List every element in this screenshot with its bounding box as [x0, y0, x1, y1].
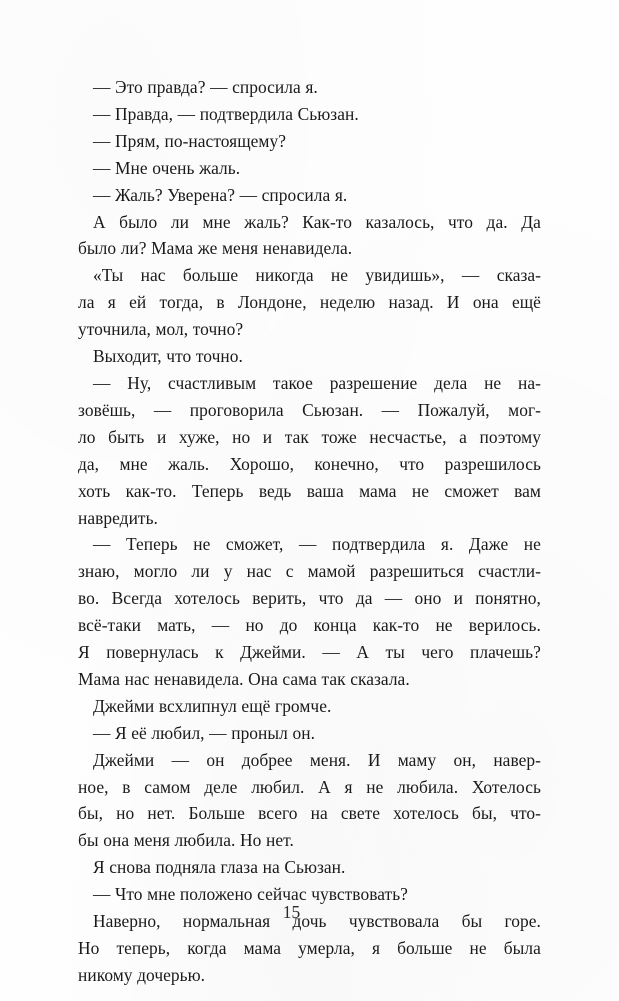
paragraph — [78, 854, 541, 881]
text-line: — Теперь не сможет, — подтвердила я. Даже не — [93, 534, 541, 555]
text-line: Выходит, что точно. — [93, 346, 243, 367]
text-line: всё-таки мать, — но до конца как-то не верилось. — [78, 615, 541, 636]
text-line: — Мне очень жаль. — [93, 157, 241, 178]
text-line: во. Всегда хотелось верить, что да — оно и понятно, — [78, 588, 541, 609]
text-line: да, мне жаль. Хорошо, конечно, что разрешилось — [78, 453, 541, 474]
text-line: ло быть и хуже, но и так тоже несчастье, а поэтому — [78, 426, 541, 447]
text-line: Я снова подняла глаза на Сьюзан. — [93, 857, 346, 878]
paragraph — [78, 343, 541, 370]
page-number: 15 — [282, 902, 301, 922]
text-line: Я повернулась к Джейми. — А ты чего плачешь? — [78, 642, 541, 663]
text-line: — Что мне положено сейчас чувствовать? — [93, 884, 408, 905]
text-line: бы она меня любила. Но нет. — [78, 830, 294, 851]
text-line: Мама нас ненавидела. Она сама так сказала. — [78, 668, 410, 689]
text-line: Но теперь, когда мама умерла, я больше не была — [78, 938, 541, 958]
text-line: — Правда, — подтвердила Сьюзан. — [93, 103, 359, 124]
text-line: ла я ей тогда, в Лондоне, неделю назад. И она ещё — [78, 292, 541, 313]
text-line: ное, в самом деле любил. А я не любила. Хотелось — [78, 776, 541, 797]
dialogue-line — [78, 155, 541, 182]
dialogue-line — [78, 101, 541, 128]
text-line: Наверно, нормальная дочь чувствовала бы горе. — [93, 911, 541, 932]
text-line: никому дочерью. — [78, 964, 206, 985]
text-line: Джейми всхлипнул ещё громче. — [93, 695, 332, 716]
paragraph — [78, 262, 541, 343]
dialogue-line — [78, 128, 541, 155]
text-line: навредить. — [78, 507, 158, 528]
text-line: — Прям, по-настоящему? — [93, 130, 286, 151]
text-line: А было ли мне жаль? Как-то казалось, что да. Да — [93, 211, 541, 232]
text-line: уточнила, мол, точно? — [78, 319, 244, 340]
dialogue-line — [78, 182, 541, 209]
paragraph — [78, 531, 541, 692]
text-line: «Ты нас больше никогда не увидишь», — сказа- — [93, 265, 541, 286]
dialogue-line — [78, 720, 541, 747]
text-line: — Ну, счастливым такое разрешение дела не на- — [93, 372, 541, 393]
text-line: зовёшь, — проговорила Сьюзан. — Пожалуй, мог- — [78, 399, 541, 420]
paragraph — [78, 693, 541, 720]
text-line: было ли? Мама же меня ненавидела. — [78, 238, 353, 259]
paragraph — [78, 209, 541, 263]
text-line: — Жаль? Уверена? — спросила я. — [93, 184, 348, 205]
paragraph — [78, 747, 541, 855]
page-text-body — [78, 74, 541, 989]
text-line: Джейми — он добрее меня. И маму он, навер- — [93, 749, 541, 770]
text-line: бы, но нет. Больше всего на свете хотелось бы, что- — [78, 803, 541, 824]
paragraph — [78, 370, 541, 531]
text-line: — Это правда? — спросила я. — [93, 77, 318, 97]
text-line: — Я её любил, — проныл он. — [93, 722, 315, 743]
text-line: хоть как-то. Теперь ведь ваша мама не сможет вам — [78, 480, 541, 501]
text-line: знаю, могло ли у нас с мамой разрешиться счастли- — [78, 561, 541, 582]
dialogue-line — [78, 74, 541, 101]
